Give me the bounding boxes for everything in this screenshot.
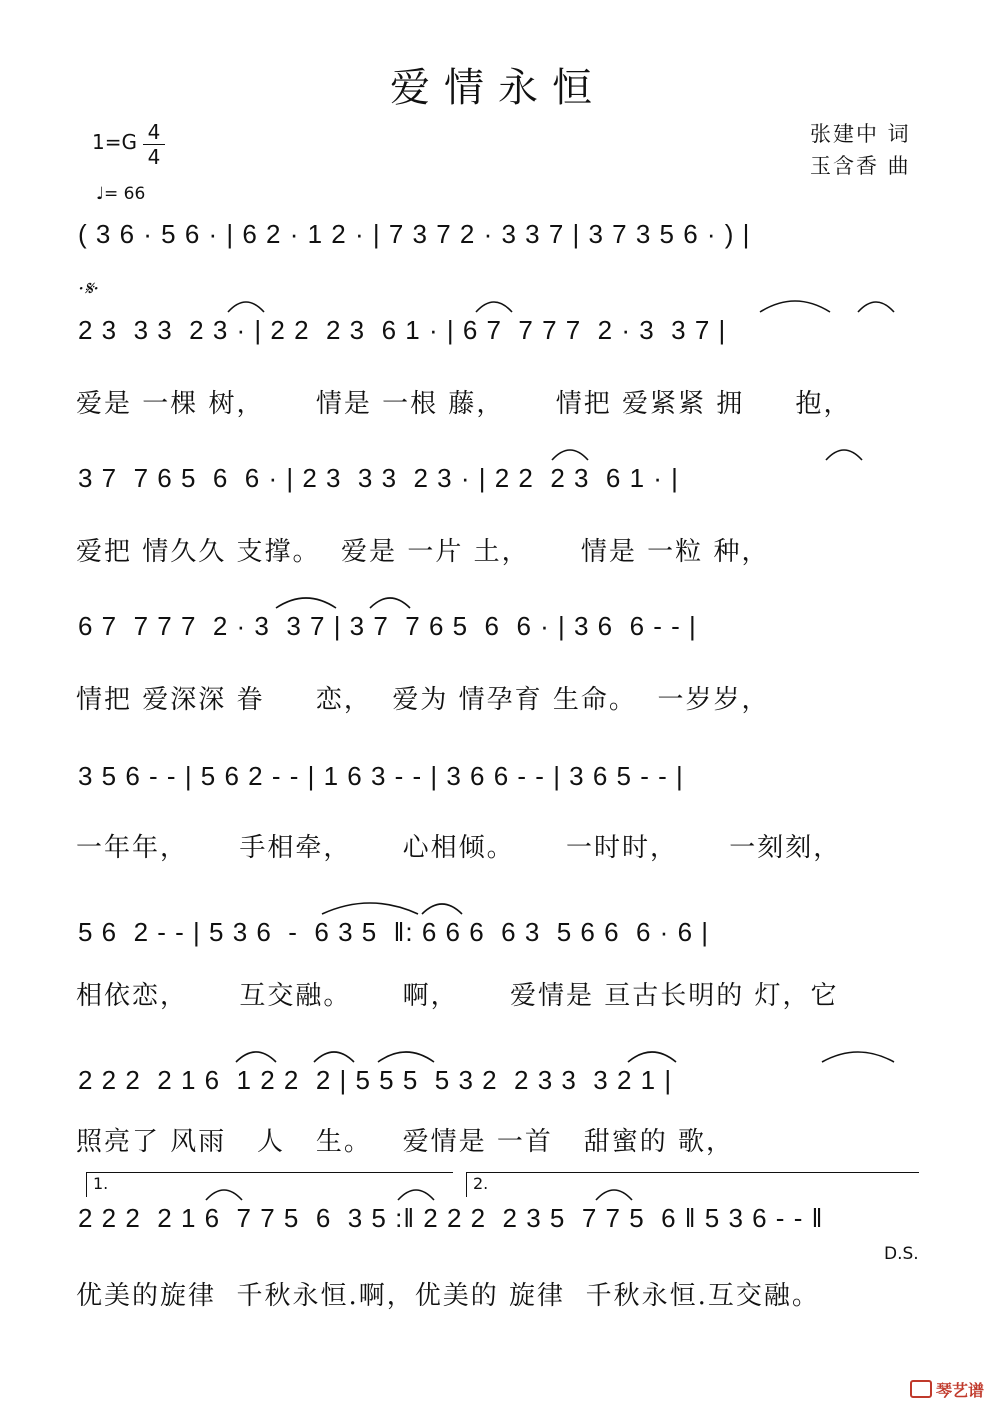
lyric-line: 优美的旋律 千秋永恒.啊，优美的 旋律 千秋永恒.互交融。 <box>76 1281 820 1311</box>
tie-arc <box>228 302 264 312</box>
lyric-line: 爱把 情久久 支撑。 爱是 一片 土， 情是 一粒 种， <box>76 537 770 567</box>
lyric-line: 爱是 一棵 树， 情是 一根 藤， 情把 爱紧紧 拥 抱， <box>76 389 852 419</box>
key-signature: 1=G <box>92 130 137 154</box>
tie-arc <box>822 1052 894 1062</box>
tie-arc <box>858 302 894 312</box>
tie-arc <box>276 598 336 608</box>
tie-arc <box>370 598 410 608</box>
tie-arc <box>236 1052 276 1062</box>
notation-line: ( 3 6 · 5 6 · | 6 2 · 1 2 · | 7 3 7 2 · 3 3 7 | 3 7 3 5 6 · ) | <box>78 219 751 249</box>
tie-arc <box>476 302 512 312</box>
notation-line: 2 2 2 2 1 6 7 7 5 6 3 5 :‖ 2 2 2 2 3 5 7 7 5 6 ‖ 5 3 6 - - ‖ <box>78 1203 824 1233</box>
second-ending-bracket: 2. <box>466 1172 919 1197</box>
watermark-text: 琴艺谱 <box>936 1381 985 1400</box>
time-bottom: 4 <box>147 145 161 169</box>
notation-line: 6 7 7 7 7 2 · 3 3 7 | 3 7 7 6 5 6 6 · | 3 6 6 - - | <box>78 611 697 641</box>
song-title: 爱情永恒 <box>390 65 606 111</box>
tie-arc <box>628 1052 676 1062</box>
tie-arc <box>314 1052 354 1062</box>
brand-logo-icon <box>910 1380 932 1398</box>
notation-line: 2 3 3 3 2 3 · | 2 2 2 3 6 1 · | 6 7 7 7 7 2 · 3 3 7 | <box>78 315 727 345</box>
tie-arc <box>378 1052 434 1062</box>
composer-credit: 玉含香 曲 <box>810 154 911 178</box>
tempo-marking: ♩= 66 <box>96 184 146 204</box>
tie-arc <box>552 450 588 460</box>
lyric-line: 照亮了 风雨 人 生。 爱情是 一首 甜蜜的 歌， <box>76 1127 734 1157</box>
lyricist-credit: 张建中 词 <box>810 122 911 146</box>
segno-sign: ·𝄋· <box>78 276 100 300</box>
lyric-line: 情把 爱深深 眷 恋， 爱为 情孕育 生命。 一岁岁， <box>76 685 770 715</box>
dal-segno-marking: D.S. <box>884 1244 919 1264</box>
watermark <box>910 1378 984 1401</box>
time-top: 4 <box>147 120 161 144</box>
first-ending-bracket: 1. <box>86 1172 453 1197</box>
tie-arc <box>760 301 830 312</box>
lyric-line: 一年年， 手相牵， 心相倾。 一时时， 一刻刻， <box>76 833 842 863</box>
notation-line: 5 6 2 - - | 5 3 6 - 6 3 5 ‖: 6 6 6 6 3 5 6 6 6 · 6 | <box>78 917 709 947</box>
notation-line: 3 5 6 - - | 5 6 2 - - | 1 6 3 - - | 3 6 6 - - | 3 6 5 - - | <box>78 761 684 791</box>
lyric-line: 相依恋， 互交融。 啊， 爱情是 亘古长明的 灯，它 <box>76 981 839 1011</box>
tie-arc <box>422 904 462 914</box>
notation-line: 3 7 7 6 5 6 6 · | 2 3 3 3 2 3 · | 2 2 2 3 6 1 · | <box>78 463 679 493</box>
notation-line: 2 2 2 2 1 6 1 2 2 2 | 5 5 5 5 3 2 2 3 3 3 2 1 | <box>78 1065 673 1095</box>
tie-arc <box>322 903 418 914</box>
tie-arc <box>826 450 862 460</box>
